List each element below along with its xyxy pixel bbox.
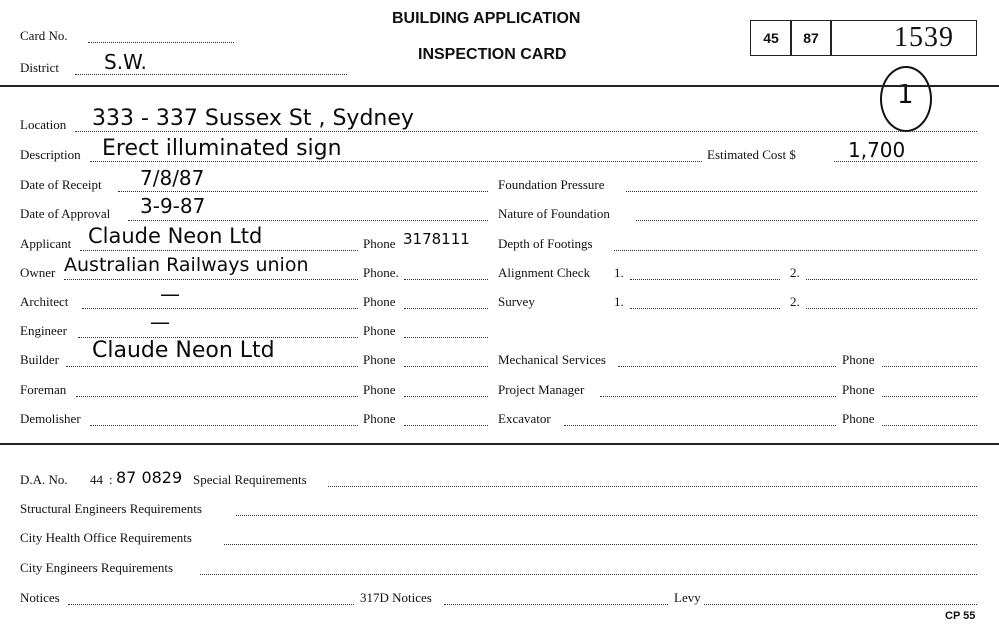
survey-num1: 1. <box>614 294 624 309</box>
alignment-check-num1: 1. <box>614 265 624 280</box>
location-label: Location <box>20 117 67 132</box>
special-requirements-field[interactable] <box>328 486 977 487</box>
excavator-field[interactable] <box>564 425 836 426</box>
notices-field[interactable] <box>68 604 354 605</box>
foundation-pressure-label: Foundation Pressure <box>498 177 605 192</box>
applicant-field[interactable] <box>80 250 358 251</box>
card-title-line2: INSPECTION CARD <box>418 46 567 63</box>
engineer-phone-label: Phone <box>363 323 396 338</box>
card-no-field[interactable] <box>88 42 234 43</box>
date-of-receipt-label: Date of Receipt <box>20 177 102 192</box>
applicant-label: Applicant <box>20 236 72 251</box>
survey-field-1[interactable] <box>630 308 780 309</box>
project-manager-label: Project Manager <box>498 382 585 397</box>
district-value: S.W. <box>104 50 147 74</box>
da-no-prefix: 44 <box>90 472 103 487</box>
builder-field[interactable] <box>66 366 358 367</box>
date-of-receipt-field[interactable] <box>118 191 488 192</box>
da-no-label: D.A. No. <box>20 472 68 487</box>
da-no-value: 87 0829 <box>116 468 183 487</box>
da-no-separator: : <box>109 472 113 487</box>
demolisher-label: Demolisher <box>20 411 81 426</box>
excavator-phone-field[interactable] <box>882 425 977 426</box>
applicant-phone-value: 3178111 <box>403 230 470 248</box>
date-of-receipt-value: 7/8/87 <box>140 166 205 190</box>
code-box-1: 45 <box>750 20 792 56</box>
notices-317d-label: 317D Notices <box>360 590 432 605</box>
depth-of-footings-field[interactable] <box>614 250 977 251</box>
nature-of-foundation-label: Nature of Foundation <box>498 206 610 221</box>
header-divider <box>0 85 999 87</box>
owner-phone-label: Phone. <box>363 265 399 280</box>
project-manager-phone-field[interactable] <box>882 396 977 397</box>
owner-phone-field[interactable] <box>404 279 488 280</box>
owner-field[interactable] <box>64 279 358 280</box>
structural-engineers-field[interactable] <box>236 515 977 516</box>
mechanical-services-field[interactable] <box>618 366 836 367</box>
alignment-check-label: Alignment Check <box>498 265 591 280</box>
mechanical-services-label: Mechanical Services <box>498 352 606 367</box>
location-field[interactable] <box>75 131 977 132</box>
builder-phone-field[interactable] <box>404 366 488 367</box>
district-field[interactable] <box>75 74 347 75</box>
mechanical-services-phone-field[interactable] <box>882 366 977 367</box>
foreman-label: Foreman <box>20 382 67 397</box>
estimated-cost-label: Estimated Cost $ <box>707 147 796 162</box>
location-value: 333 - 337 Sussex St , Sydney <box>92 106 414 131</box>
description-label: Description <box>20 147 81 162</box>
excavator-phone-label: Phone <box>842 411 875 426</box>
description-value: Erect illuminated sign <box>102 136 342 161</box>
card-no-label: Card No. <box>20 28 68 43</box>
demolisher-phone-field[interactable] <box>404 425 488 426</box>
survey-field-2[interactable] <box>806 308 977 309</box>
excavator-label: Excavator <box>498 411 551 426</box>
card-title-line1: BUILDING APPLICATION <box>392 10 581 27</box>
city-engineers-label: City Engineers Requirements <box>20 560 174 575</box>
notices-317d-field[interactable] <box>444 604 668 605</box>
engineer-value: — <box>150 310 170 334</box>
architect-phone-label: Phone <box>363 294 396 309</box>
architect-field[interactable] <box>82 308 358 309</box>
special-requirements-label: Special Requirements <box>193 472 307 487</box>
foreman-phone-label: Phone <box>363 382 396 397</box>
alignment-check-field-1[interactable] <box>630 279 780 280</box>
structural-engineers-label: Structural Engineers Requirements <box>20 501 202 516</box>
applicant-value: Claude Neon Ltd <box>88 224 263 248</box>
city-health-field[interactable] <box>224 544 977 545</box>
city-engineers-field[interactable] <box>200 574 977 575</box>
card-number-box: 1539 <box>830 20 977 56</box>
foreman-field[interactable] <box>76 396 358 397</box>
builder-phone-label: Phone <box>363 352 396 367</box>
architect-phone-field[interactable] <box>404 308 488 309</box>
form-code: CP 55 <box>945 610 976 622</box>
nature-of-foundation-field[interactable] <box>636 220 977 221</box>
project-manager-phone-label: Phone <box>842 382 875 397</box>
date-of-approval-label: Date of Approval <box>20 206 111 221</box>
circled-number-value: 1 <box>897 80 914 110</box>
alignment-check-field-2[interactable] <box>806 279 977 280</box>
description-field[interactable] <box>90 161 702 162</box>
city-health-label: City Health Office Requirements <box>20 530 192 545</box>
demolisher-phone-label: Phone <box>363 411 396 426</box>
survey-label: Survey <box>498 294 535 309</box>
district-label: District <box>20 60 59 75</box>
levy-field[interactable] <box>704 604 977 605</box>
mechanical-services-phone-label: Phone <box>842 352 875 367</box>
date-of-approval-field[interactable] <box>128 220 488 221</box>
notices-label: Notices <box>20 590 60 605</box>
engineer-label: Engineer <box>20 323 67 338</box>
builder-label: Builder <box>20 352 59 367</box>
date-of-approval-value: 3-9-87 <box>140 194 206 218</box>
project-manager-field[interactable] <box>600 396 836 397</box>
demolisher-field[interactable] <box>90 425 358 426</box>
survey-num2: 2. <box>790 294 800 309</box>
engineer-phone-field[interactable] <box>404 337 488 338</box>
section-divider <box>0 443 999 445</box>
code-box-2: 87 <box>790 20 832 56</box>
alignment-check-num2: 2. <box>790 265 800 280</box>
levy-label: Levy <box>674 590 701 605</box>
applicant-phone-label: Phone <box>363 236 396 251</box>
architect-label: Architect <box>20 294 69 309</box>
estimated-cost-value: 1,700 <box>848 138 906 162</box>
architect-value: — <box>160 282 180 306</box>
foreman-phone-field[interactable] <box>404 396 488 397</box>
owner-label: Owner <box>20 265 56 280</box>
builder-value: Claude Neon Ltd <box>92 338 275 363</box>
depth-of-footings-label: Depth of Footings <box>498 236 593 251</box>
foundation-pressure-field[interactable] <box>626 191 977 192</box>
owner-value: Australian Railways union <box>64 254 309 276</box>
